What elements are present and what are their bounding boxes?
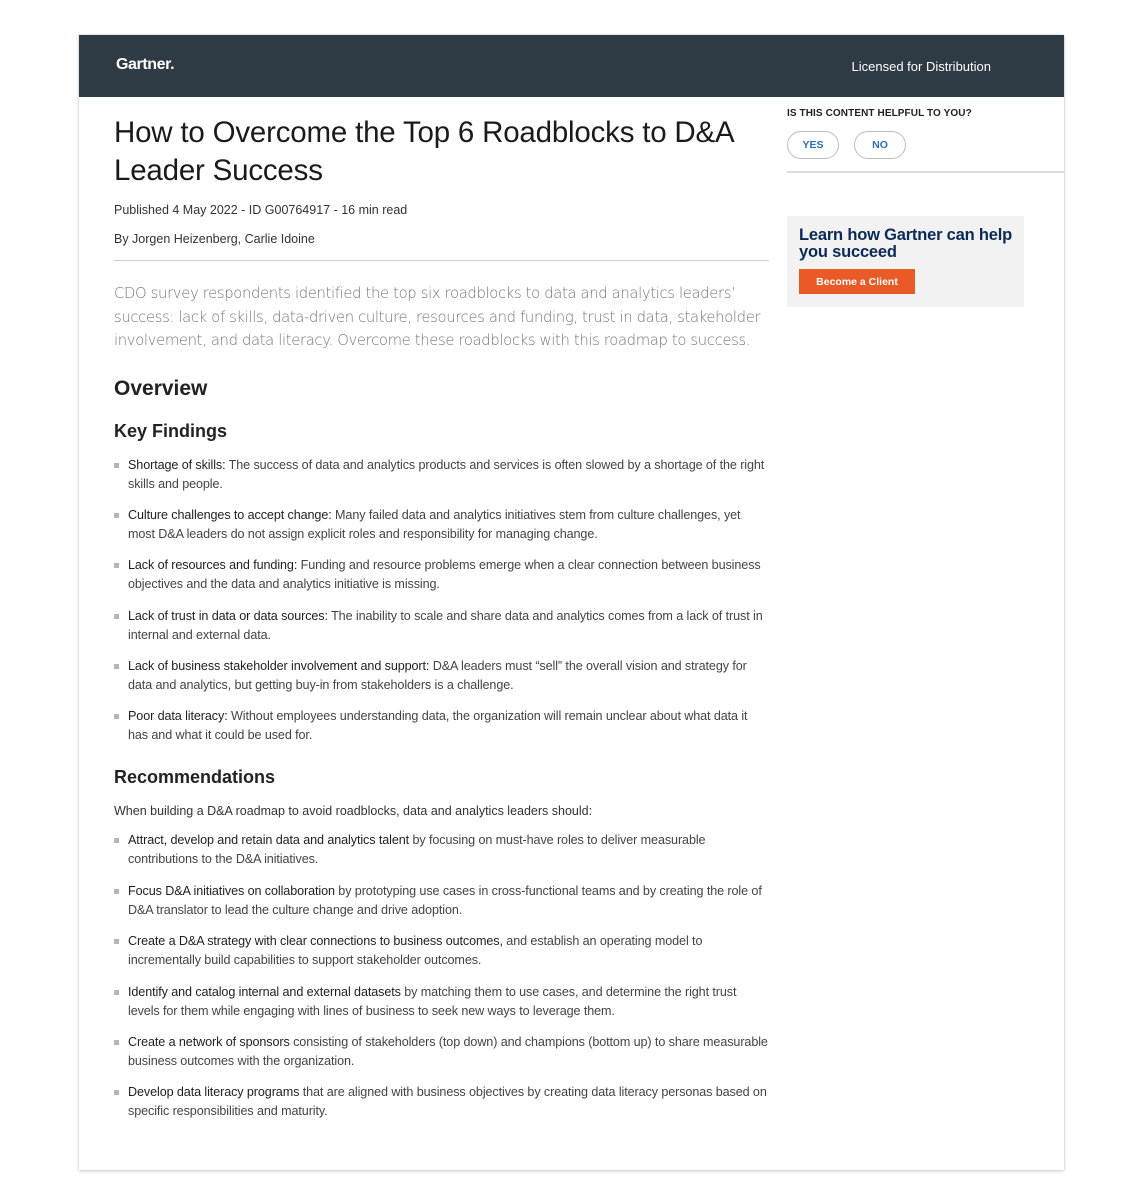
no-button[interactable]: NO xyxy=(854,131,906,159)
bullet-square-icon xyxy=(114,1040,119,1045)
list-item: Lack of trust in data or data sources: The inability to scale and share data and analytics comes from a lack of trust in internal and external data. xyxy=(114,607,769,645)
list-item: Lack of business stakeholder involvement and support: D&A leaders must “sell” the overall vision and strategy for data and analytics, but getting buy-in from stakeholders is a challenge. xyxy=(114,657,769,695)
recommendations-heading: Recommendations xyxy=(114,767,276,788)
bullet-square-icon xyxy=(114,889,119,894)
licensed-for-distribution-label: Licensed for Distribution xyxy=(851,59,991,74)
article-main xyxy=(114,97,769,1134)
bullet-square-icon xyxy=(114,614,119,619)
gartner-logo[interactable]: Gartner. xyxy=(116,56,175,73)
bullet-square-icon xyxy=(114,513,119,518)
key-findings-heading: Key Findings xyxy=(114,420,228,441)
sidebar xyxy=(787,97,1064,307)
bullet-square-icon xyxy=(114,990,119,995)
overview-heading: Overview xyxy=(114,376,208,400)
list-item: Culture challenges to accept change: Many failed data and analytics initiatives stem from culture challenges, yet most D&A leaders do not assign explicit roles and responsibility for managing change. xyxy=(114,506,769,544)
bullet-square-icon xyxy=(114,939,119,944)
bullet-square-icon xyxy=(114,714,119,719)
article-title: How to Overcome the Top 6 Roadblocks to D&A Leader Success xyxy=(114,116,733,187)
promo-title: Learn how Gartner can help you succeed xyxy=(799,226,1013,261)
list-item: Create a D&A strategy with clear connections to business outcomes, and establish an operating model to incrementally build capabilities to support stakeholder outcomes. xyxy=(114,932,769,970)
yes-button[interactable]: YES xyxy=(787,131,839,159)
list-item: Create a network of sponsors consisting of stakeholders (top down) and champions (bottom up) to share measurable business outcomes with the organization. xyxy=(114,1033,769,1071)
feedback-buttons xyxy=(787,131,1064,173)
become-a-client-button[interactable]: Become a Client xyxy=(799,269,915,294)
key-findings-list xyxy=(114,456,769,746)
recommendations-list xyxy=(114,831,769,1121)
list-item: Poor data literacy: Without employees understanding data, the organization will remain unclear about what data it has and what it could be used for. xyxy=(114,707,769,745)
bullet-square-icon xyxy=(114,463,119,468)
recommendations-intro: When building a D&A roadmap to avoid roadblocks, data and analytics leaders should: xyxy=(114,804,593,819)
article-meta: Published 4 May 2022 - ID G00764917 - 16 min read xyxy=(114,203,408,217)
list-item: Attract, develop and retain data and analytics talent by focusing on must-have roles to deliver measurable contributions to the D&A initiatives. xyxy=(114,831,769,869)
list-item: Develop data literacy programs that are aligned with business objectives by creating data literacy personas based on specific responsibilities and maturity. xyxy=(114,1083,769,1121)
list-item: Shortage of skills: The success of data and analytics products and services is often slowed by a shortage of the right skills and people. xyxy=(114,456,769,494)
bullet-square-icon xyxy=(114,664,119,669)
list-item: Lack of resources and funding: Funding and resource problems emerge when a clear connection between business objectives and the data and analytics initiative is missing. xyxy=(114,556,769,594)
list-item: Identify and catalog internal and external datasets by matching them to use cases, and determine the right trust levels for them while engaging with lines of business to seek new ways to leverage them. xyxy=(114,983,769,1021)
bullet-square-icon xyxy=(114,838,119,843)
bullet-square-icon xyxy=(114,563,119,568)
article-summary: CDO survey respondents identified the top six roadblocks to data and analytics leaders’ success: lack of skills, data-driven culture, resources and funding, trust in data, stakeholder involvement, and data literacy. Overcome these roadblocks with this roadmap to success. xyxy=(114,285,761,349)
promo-box xyxy=(787,216,1024,307)
bullet-square-icon xyxy=(114,1090,119,1095)
article-authors: By Jorgen Heizenberg, Carlie Idoine xyxy=(114,232,769,261)
list-item: Focus D&A initiatives on collaboration by prototyping use cases in cross-functional teams and by creating the role of D&A translator to lead the culture change and drive adoption. xyxy=(114,882,769,920)
helpful-question: IS THIS CONTENT HELPFUL TO YOU? xyxy=(787,108,972,119)
document-frame xyxy=(79,35,1064,1170)
header-bar xyxy=(79,35,1064,97)
